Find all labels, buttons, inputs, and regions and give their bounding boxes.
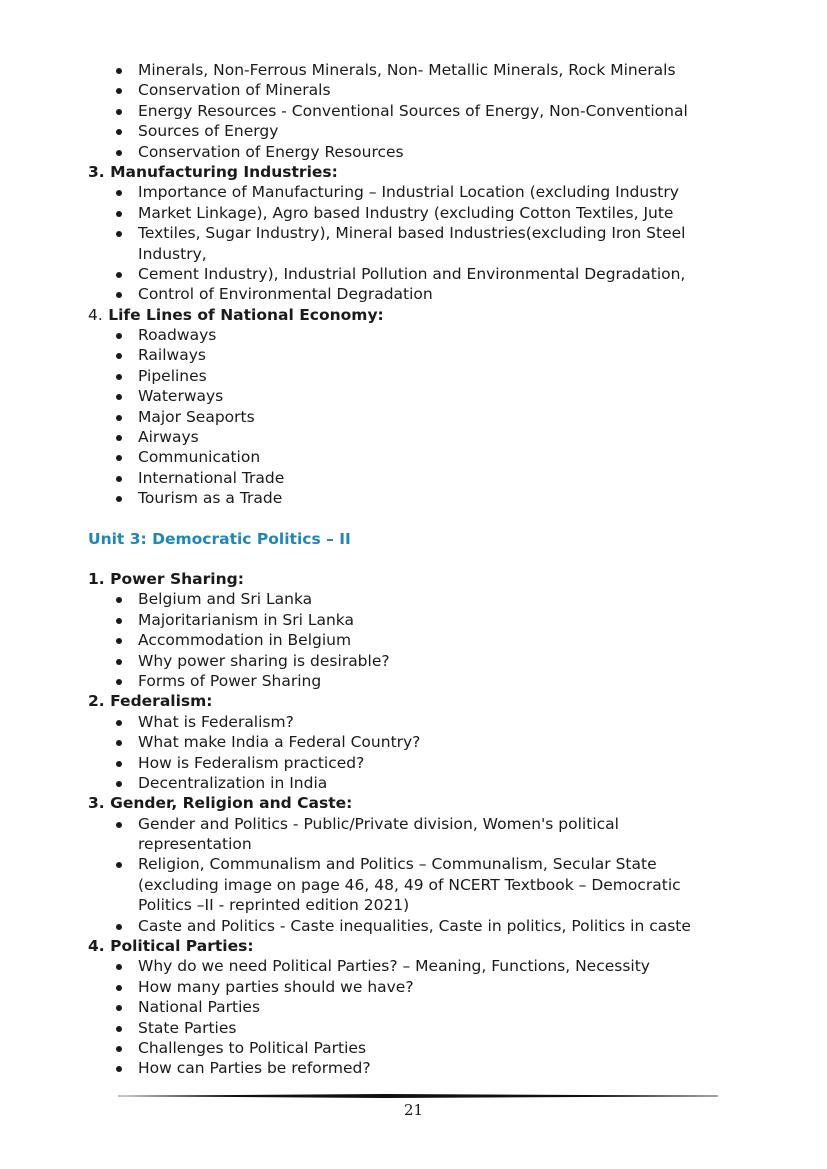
- list-item: Importance of Manufacturing – Industrial Location (excluding Industry: [88, 182, 728, 202]
- syllabus-content: [88, 60, 728, 1079]
- list-item-continuation: Politics –II - reprinted edition 2021): [138, 896, 410, 915]
- unit-title: Unit 3: Democratic Politics – II: [88, 529, 351, 548]
- section-number: 1.: [88, 570, 105, 588]
- list-item: Pipelines: [88, 366, 728, 386]
- list-item: Why power sharing is desirable?: [88, 651, 728, 671]
- list-item: Majoritarianism in Sri Lanka: [88, 610, 728, 630]
- page-number: 21: [403, 1101, 424, 1119]
- list-item-continuation: representation: [138, 835, 252, 854]
- list-item-continuation: Industry,: [138, 244, 207, 263]
- section-number: 3.: [88, 162, 105, 181]
- bullet-list-gender: [88, 814, 728, 936]
- list-item: How many parties should we have?: [88, 977, 728, 997]
- bullet-list-power-sharing: [88, 589, 728, 691]
- list-item: Minerals, Non-Ferrous Minerals, Non- Metallic Minerals, Rock Minerals: [88, 60, 728, 80]
- bullet-list-energy: [88, 60, 728, 162]
- list-item: Forms of Power Sharing: [88, 671, 728, 691]
- section-heading-lifelines: [88, 305, 728, 325]
- list-item: Waterways: [88, 386, 728, 406]
- list-item: Market Linkage), Agro based Industry (excluding Cotton Textiles, Jute: [88, 203, 728, 223]
- section-heading-gender: [88, 793, 728, 813]
- section-heading-parties: [88, 936, 728, 956]
- footer-divider: [118, 1094, 718, 1098]
- bullet-list-parties: [88, 956, 728, 1078]
- list-item: International Trade: [88, 468, 728, 488]
- list-item: Decentralization in India: [88, 773, 728, 793]
- list-item: How is Federalism practiced?: [88, 753, 728, 773]
- list-item: Airways: [88, 427, 728, 447]
- section-title: Life Lines of National Economy:: [108, 305, 384, 324]
- section-heading-federalism: [88, 691, 728, 711]
- list-item: Why do we need Political Parties? – Meaning, Functions, Necessity: [88, 956, 728, 976]
- list-item: Major Seaports: [88, 407, 728, 427]
- bullet-list-federalism: [88, 712, 728, 794]
- section-title: Power Sharing:: [110, 570, 244, 588]
- list-item: Challenges to Political Parties: [88, 1038, 728, 1058]
- list-item: State Parties: [88, 1018, 728, 1038]
- list-item: Control of Environmental Degradation: [88, 284, 728, 304]
- list-item: Railways: [88, 345, 728, 365]
- section-number: 3.: [88, 794, 105, 813]
- list-item: National Parties: [88, 997, 728, 1017]
- list-item: Accommodation in Belgium: [88, 630, 728, 650]
- section-number: 4.: [88, 937, 105, 956]
- section-title: Gender, Religion and Caste:: [110, 794, 353, 813]
- section-heading-power-sharing: [88, 569, 728, 589]
- list-item: Tourism as a Trade: [88, 488, 728, 508]
- section-heading-manufacturing: [88, 162, 728, 182]
- bullet-list-lifelines: [88, 325, 728, 509]
- section-title: Political Parties:: [110, 937, 254, 956]
- list-item: Gender and Politics - Public/Private division, Women's political: [88, 814, 728, 834]
- list-item: Caste and Politics - Caste inequalities, Caste in politics, Politics in caste: [88, 916, 728, 936]
- list-item: Conservation of Minerals: [88, 80, 728, 100]
- list-item: Cement Industry), Industrial Pollution and Environmental Degradation,: [88, 264, 728, 284]
- list-item: What make India a Federal Country?: [88, 732, 728, 752]
- list-item: Communication: [88, 447, 728, 467]
- section-title: Federalism:: [110, 692, 213, 711]
- list-item: How can Parties be reformed?: [88, 1058, 728, 1078]
- section-number: 4.: [88, 305, 103, 324]
- bullet-list-manufacturing: [88, 182, 728, 304]
- list-item: Sources of Energy: [88, 121, 728, 141]
- list-item-continuation: (excluding image on page 46, 48, 49 of NCERT Textbook – Democratic: [138, 875, 681, 894]
- list-item: Religion, Communalism and Politics – Communalism, Secular State: [88, 854, 728, 874]
- list-item: Textiles, Sugar Industry), Mineral based Industries(excluding Iron Steel: [88, 223, 728, 243]
- list-item: Energy Resources - Conventional Sources of Energy, Non-Conventional: [88, 101, 728, 121]
- list-item: Belgium and Sri Lanka: [88, 589, 728, 609]
- list-item: Conservation of Energy Resources: [88, 142, 728, 162]
- section-number: 2.: [88, 692, 105, 711]
- list-item: What is Federalism?: [88, 712, 728, 732]
- section-title: Manufacturing Industries:: [110, 162, 338, 181]
- list-item: Roadways: [88, 325, 728, 345]
